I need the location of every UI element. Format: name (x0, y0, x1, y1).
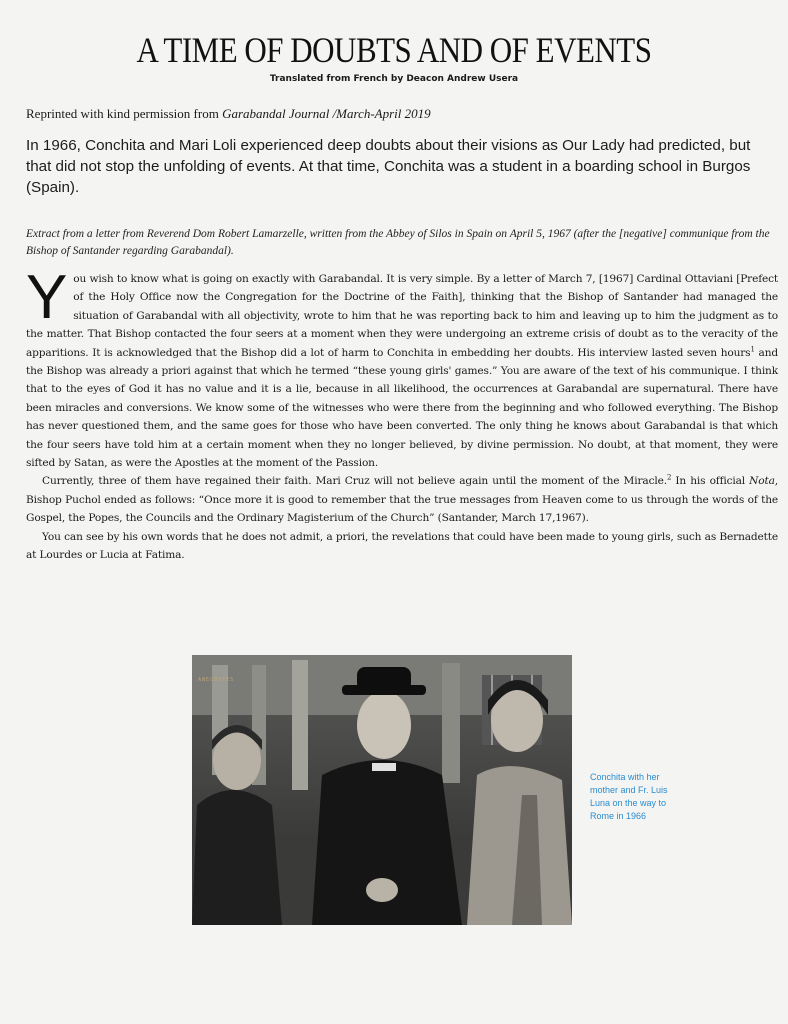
body-p2-part-a: Currently, three of them have regained their faith. Mari Cruz will not believe again until the moment of the Miracle. (42, 475, 667, 488)
body-paragraph-3: You can see by his own words that he does not admit, a priori, the revelations that could have been made to young girls, such as Bernadette at Lourdes or Lucia at Fatima. (26, 530, 778, 562)
body-paragraph-2 (26, 472, 778, 527)
photo-stamp: ANECDOTES (198, 677, 235, 683)
nota-word: Nota (749, 475, 775, 488)
reprint-source: Garabandal Journal /March-April 2019 (222, 106, 431, 121)
body-p2-part-b: In his official (671, 475, 750, 488)
photo-illustration (192, 655, 572, 925)
photo-caption (590, 771, 710, 823)
reprint-notice (26, 106, 766, 122)
body-paragraph-1 (26, 263, 778, 472)
body-p1-part-b: and the Bishop was already a priori against that which he termed “these young girls' games.” You are aware of the text of his communique. I think that to the eyes of God it has no value and it is a lie, because in all likelihood, the occurrences at Garabandal are supernatural. There have been miracles and conversions. We know some of the witnesses who were there from the beginning and who followed everything. The Bishop has never questioned them, and the same goes for those who have been converted. The only thing he knows about Garabandal is that which the four seers have told him at a certain moment when they no longer believed, by divine permission. No doubt, at that moment, they were sifted by Satan, as were the Apostles at the moment of the Passion. (26, 346, 778, 470)
caption-line: mother and Fr. Luis (590, 785, 668, 795)
body-p1-part-a: ou wish to know what is going on exactly with Garabandal. It is very simple. By a letter of March 7, [1967] Cardinal Ottaviani [Prefect of the Holy Office now the Congregation for the Doctrine of the Faith], thinking that the Bishop of Santander had managed the situation of Garabandal with all objectivity, wrote to him that he was reporting back to him and leaving up to him the judgment as to the matter. That Bishop contacted the four seers at a moment when they were undergoing an extreme crisis of doubt as to the veracity of the apparitions. It is acknowledged that the Bishop did a lot of harm to Conchita in embedding her doubts. His interview lasted seven hours (26, 273, 778, 359)
historical-photo (192, 655, 572, 925)
intro-paragraph: In 1966, Conchita and Mari Loli experienced deep doubts about their visions as Our Lady had predicted, but that did not stop the unfolding of events. At that time, Conchita was a student in a boarding school in Burgos (Spain). (26, 137, 751, 196)
footnote-marker-1: 1 (750, 345, 755, 354)
reprint-prefix: Reprinted with kind permission from (26, 106, 219, 121)
article-title: A TIME OF DOUBTS AND OF EVENTS (136, 30, 652, 71)
caption-line: Rome in 1966 (590, 811, 647, 821)
caption-line: Luna on the way to (590, 798, 667, 808)
footnote-marker-2: 2 (666, 473, 672, 482)
extract-note: Extract from a letter from Reverend Dom Robert Lamarzelle, written from the Abbey of Silos in Spain on April 5, 1967 (after the [negative] communique from the Bishop of Santander regarding Garabandal). (26, 228, 770, 257)
body-p2-part-c: , Bishop Puchol ended as follows: “Once more it is good to remember that the true messages from Heaven come to us through the words of the Gospel, the Popes, the Councils and the Ordinary Magisterium of the Church” (Santander, March 17,1967). (26, 475, 778, 525)
caption-line: Conchita with her (590, 772, 660, 782)
translator-credit: Translated from French by Deacon Andrew Usera (269, 74, 519, 84)
letter-body (26, 263, 778, 565)
drop-cap: Y (26, 263, 68, 332)
